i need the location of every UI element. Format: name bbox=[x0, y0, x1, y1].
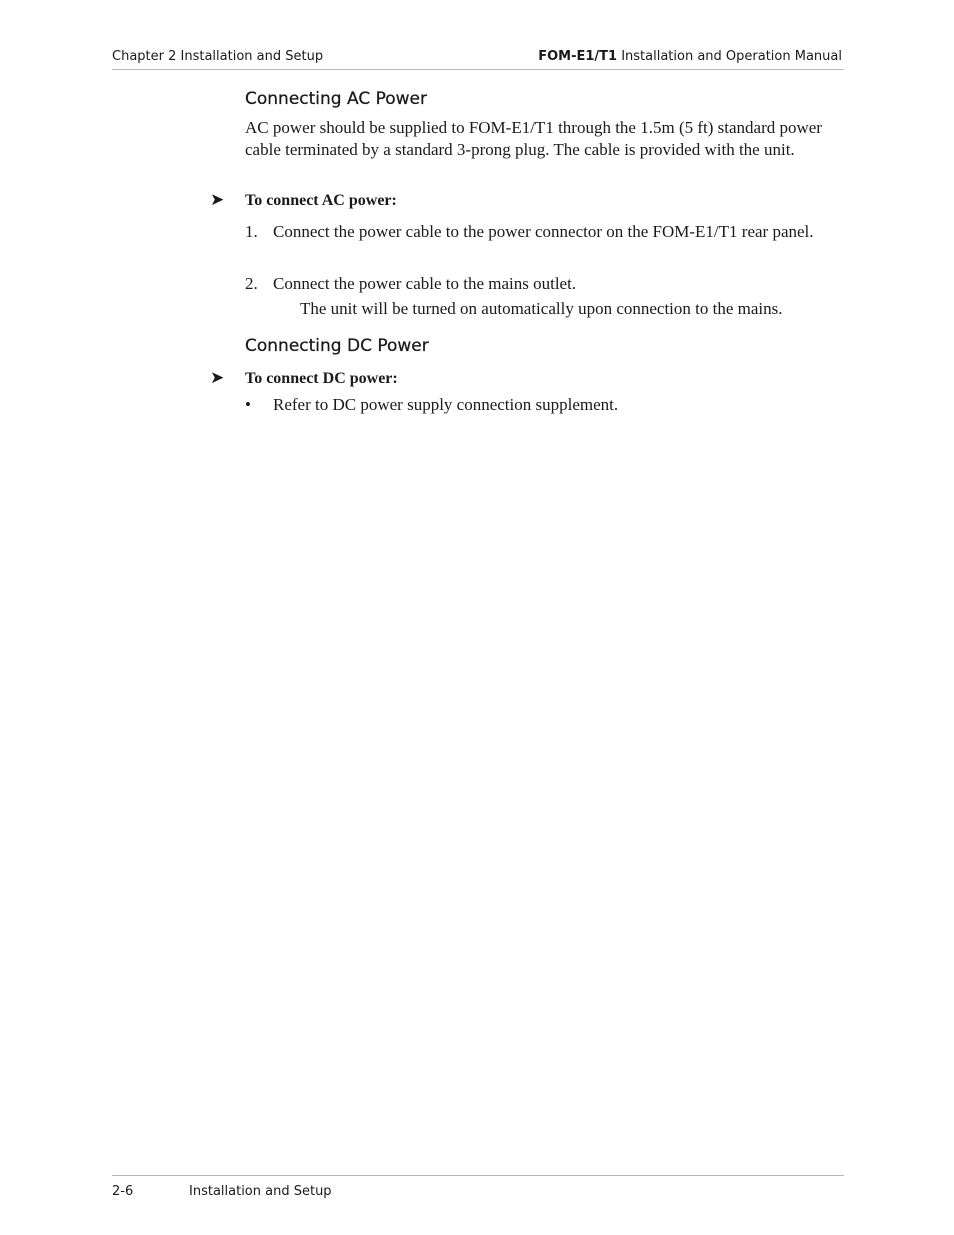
ac-power-intro: AC power should be supplied to FOM-E1/T1 through the 1.5m (5 ft) standard power cable terminated by a standard 3-prong plug. The cable is provided with the unit. bbox=[245, 118, 822, 159]
procedure-arrow-icon: ➤ bbox=[210, 190, 225, 210]
step-number: 2. bbox=[245, 274, 258, 293]
header-manual-title bbox=[538, 49, 842, 64]
dc-procedure-label: To connect DC power: bbox=[245, 370, 398, 387]
dc-bullet-item bbox=[245, 394, 825, 416]
ac-procedure-label: To connect AC power: bbox=[245, 192, 397, 209]
ac-step-1 bbox=[245, 221, 825, 243]
ac-power-heading: Connecting AC Power bbox=[245, 89, 427, 109]
footer-page-number: 2-6 bbox=[112, 1184, 134, 1199]
procedure-arrow-icon: ➤ bbox=[210, 368, 225, 388]
header-manual-name: Installation and Operation Manual bbox=[617, 49, 842, 64]
step-number: 1. bbox=[245, 222, 258, 241]
bullet-text: Refer to DC power supply connection supplement. bbox=[273, 395, 619, 414]
dc-power-heading: Connecting DC Power bbox=[245, 336, 429, 356]
step-text: Connect the power cable to the mains outlet. bbox=[273, 274, 577, 293]
step-text: Connect the power cable to the power connector on the FOM-E1/T1 rear panel. bbox=[273, 222, 814, 241]
footer-section-title: Installation and Setup bbox=[189, 1184, 332, 1199]
ac-step-result: The unit will be turned on automatically upon connection to the mains. bbox=[300, 299, 783, 318]
page-header bbox=[112, 47, 844, 70]
header-chapter: Chapter 2 Installation and Setup bbox=[112, 49, 324, 64]
ac-procedure-title bbox=[210, 190, 397, 210]
ac-step-2 bbox=[245, 273, 825, 295]
bullet-icon: • bbox=[245, 395, 251, 414]
page-footer bbox=[112, 1175, 844, 1199]
header-product-name: FOM-E1/T1 bbox=[538, 49, 618, 64]
dc-procedure-title bbox=[210, 368, 398, 388]
